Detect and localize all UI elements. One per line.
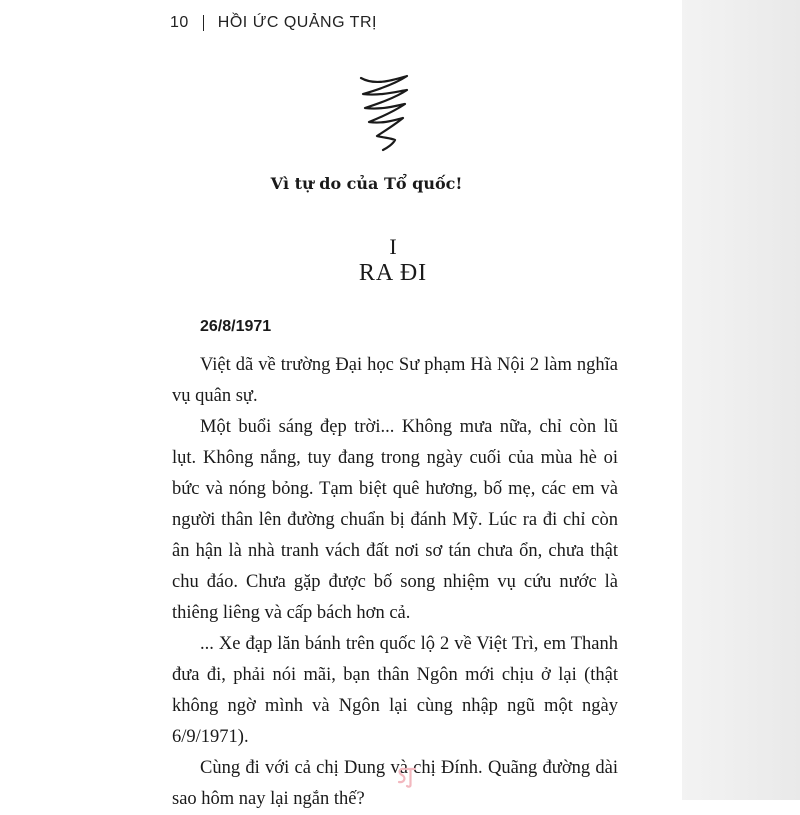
entry-date: 26/8/1971 <box>200 318 272 335</box>
paragraph: Một buổi sáng đẹp trời... Không mưa nữa, chỉ còn lũ lụt. Không nắng, tuy đang trong ngày cuối của mùa hè oi bức và nóng bỏng. Tạm biệt quê hương, bố mẹ, các em và người thân lên đường chuẩn bị đánh Mỹ. Lúc ra đi chỉ còn ân hận là nhà tranh vách đất nơi sơ tán chưa ổn, chưa thật chu đáo. Chưa gặp được bố song nhiệm vụ cứu nước là thiêng liêng và cấp bách hơn cả. <box>172 417 618 623</box>
chapter-number: I <box>389 234 397 259</box>
running-head <box>170 14 377 32</box>
paragraph: Việt dã về trường Đại học Sư phạm Hà Nội 2 làm nghĩa vụ quân sự. <box>172 355 618 406</box>
page-number: 10 <box>170 14 189 31</box>
book-title: HỒI ỨC QUẢNG TRỊ <box>217 14 377 31</box>
chapter-title: RA ĐI <box>358 260 428 286</box>
epigraph: Vì tự do của Tổ quốc! <box>270 174 463 193</box>
publisher-watermark-logo <box>395 764 417 790</box>
paragraph: ... Xe đạp lăn bánh trên quốc lộ 2 về Việt Trì, em Thanh đưa đi, phải nói mãi, bạn thân Ngôn mới chịu ở lại (thật không ngờ mình và Ngôn lại cùng nhập ngũ một ngày 6/9/1971). <box>172 634 618 747</box>
running-head-divider <box>203 15 204 31</box>
page-gutter-shadow <box>682 0 800 800</box>
body-text <box>172 350 618 815</box>
paragraph: Cùng đi với cả chị Dung và chị Đính. Quãng đường dài sao hôm nay lại ngắn thế? <box>172 758 618 809</box>
squiggle-ornament-icon <box>355 74 415 154</box>
